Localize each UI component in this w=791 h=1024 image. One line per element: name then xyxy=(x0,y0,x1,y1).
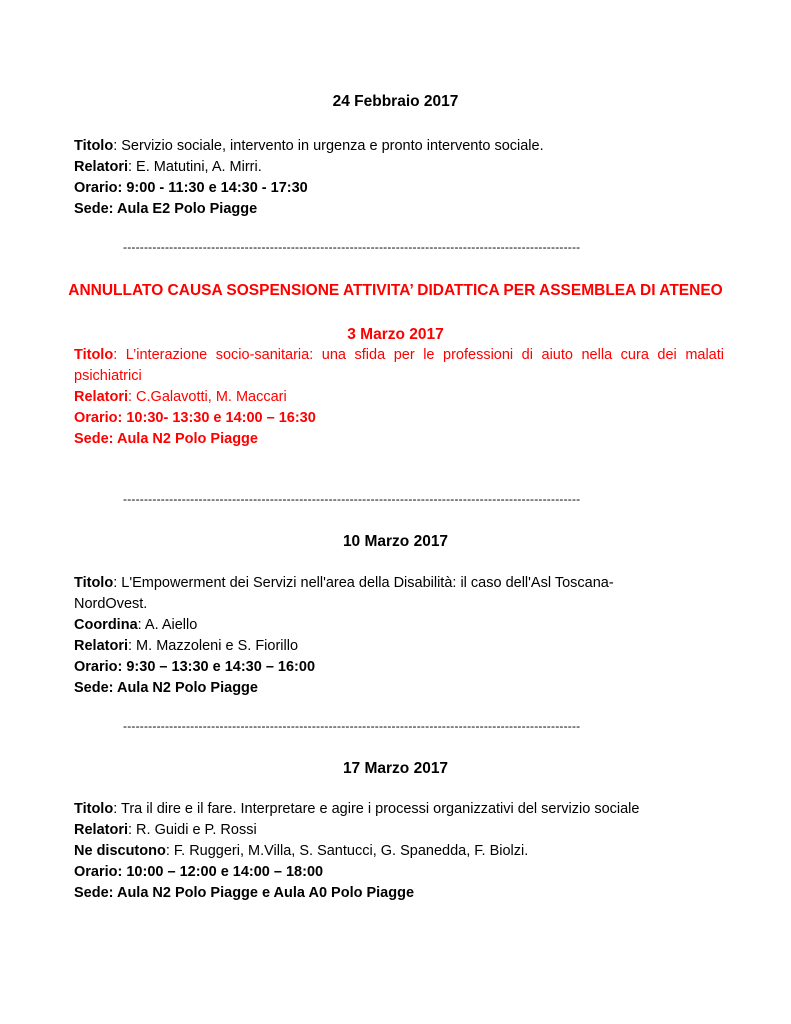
titolo-value: : Tra il dire e il fare. Interpretare e agire i processi organizzativi del servizio sociale xyxy=(113,801,640,817)
session-date: 3 Marzo 2017 xyxy=(347,326,444,343)
session-date: 17 Marzo 2017 xyxy=(342,760,449,777)
session-date: 24 Febbraio 2017 xyxy=(332,93,459,110)
relatori-value: : E. Matutini, A. Mirri. xyxy=(128,159,262,175)
titolo-line xyxy=(74,799,724,820)
session-details xyxy=(74,345,724,450)
relatori-value: : C.Galavotti, M. Maccari xyxy=(128,389,287,405)
titolo-line xyxy=(74,573,654,615)
orario-line: Orario: 9:00 - 11:30 e 14:30 - 17:30 xyxy=(74,180,308,196)
relatori-label: Relatori xyxy=(74,159,128,175)
titolo-label: Titolo xyxy=(74,347,114,363)
orario-line: Orario: 10:30- 13:30 e 14:00 – 16:30 xyxy=(74,410,316,426)
relatori-label: Relatori xyxy=(74,822,128,838)
titolo-label: Titolo xyxy=(74,801,114,817)
relatori-value: : M. Mazzoleni e S. Fiorillo xyxy=(128,638,299,654)
relatori-line xyxy=(74,157,724,178)
cancel-notice: ANNULLATO CAUSA SOSPENSIONE ATTIVITA’ DIDATTICA PER ASSEMBLEA DI ATENEO xyxy=(68,282,723,299)
titolo-value: : L’interazione socio-sanitaria: una sfida per le professioni di aiuto nella cura dei malati psichiatrici xyxy=(74,347,724,384)
orario-line: Orario: 9:30 – 13:30 e 14:30 – 16:00 xyxy=(74,659,316,675)
titolo-value: : L'Empowerment dei Servizi nell'area della Disabilità: il caso dell'Asl Toscana-NordOvest. xyxy=(74,575,614,612)
titolo-line xyxy=(74,136,724,157)
session-details xyxy=(74,573,654,699)
coordina-label: Coordina xyxy=(74,617,138,633)
orario-line: Orario: 10:00 – 12:00 e 14:00 – 18:00 xyxy=(74,864,324,880)
relatori-label: Relatori xyxy=(74,638,128,654)
separator-line: ------------------------------------------------------------------------------------------------------------- xyxy=(123,719,581,733)
titolo-label: Titolo xyxy=(74,575,114,591)
discutono-line xyxy=(74,841,724,862)
separator-line: ------------------------------------------------------------------------------------------------------------- xyxy=(123,240,581,254)
session-details xyxy=(74,799,724,904)
discutono-value: : F. Ruggeri, M.Villa, S. Santucci, G. Spanedda, F. Biolzi. xyxy=(165,843,529,859)
session-details xyxy=(74,136,724,220)
separator-line: ------------------------------------------------------------------------------------------------------------- xyxy=(123,492,581,506)
titolo-label: Titolo xyxy=(74,138,114,154)
sede-line: Sede: Aula N2 Polo Piagge xyxy=(74,431,258,447)
sede-line: Sede: Aula N2 Polo Piagge e Aula A0 Polo Piagge xyxy=(74,885,415,901)
discutono-label: Ne discutono xyxy=(74,843,166,859)
relatori-line xyxy=(74,387,724,408)
sede-line: Sede: Aula E2 Polo Piagge xyxy=(74,201,258,217)
relatori-line xyxy=(74,636,654,657)
coordina-value: : A. Aiello xyxy=(137,617,198,633)
sede-line: Sede: Aula N2 Polo Piagge xyxy=(74,680,258,696)
relatori-label: Relatori xyxy=(74,389,128,405)
titolo-line xyxy=(74,345,724,387)
titolo-value: : Servizio sociale, intervento in urgenza e pronto intervento sociale. xyxy=(113,138,544,154)
session-date: 10 Marzo 2017 xyxy=(342,533,449,550)
relatori-value: : R. Guidi e P. Rossi xyxy=(128,822,257,838)
relatori-line xyxy=(74,820,724,841)
coordina-line xyxy=(74,615,654,636)
